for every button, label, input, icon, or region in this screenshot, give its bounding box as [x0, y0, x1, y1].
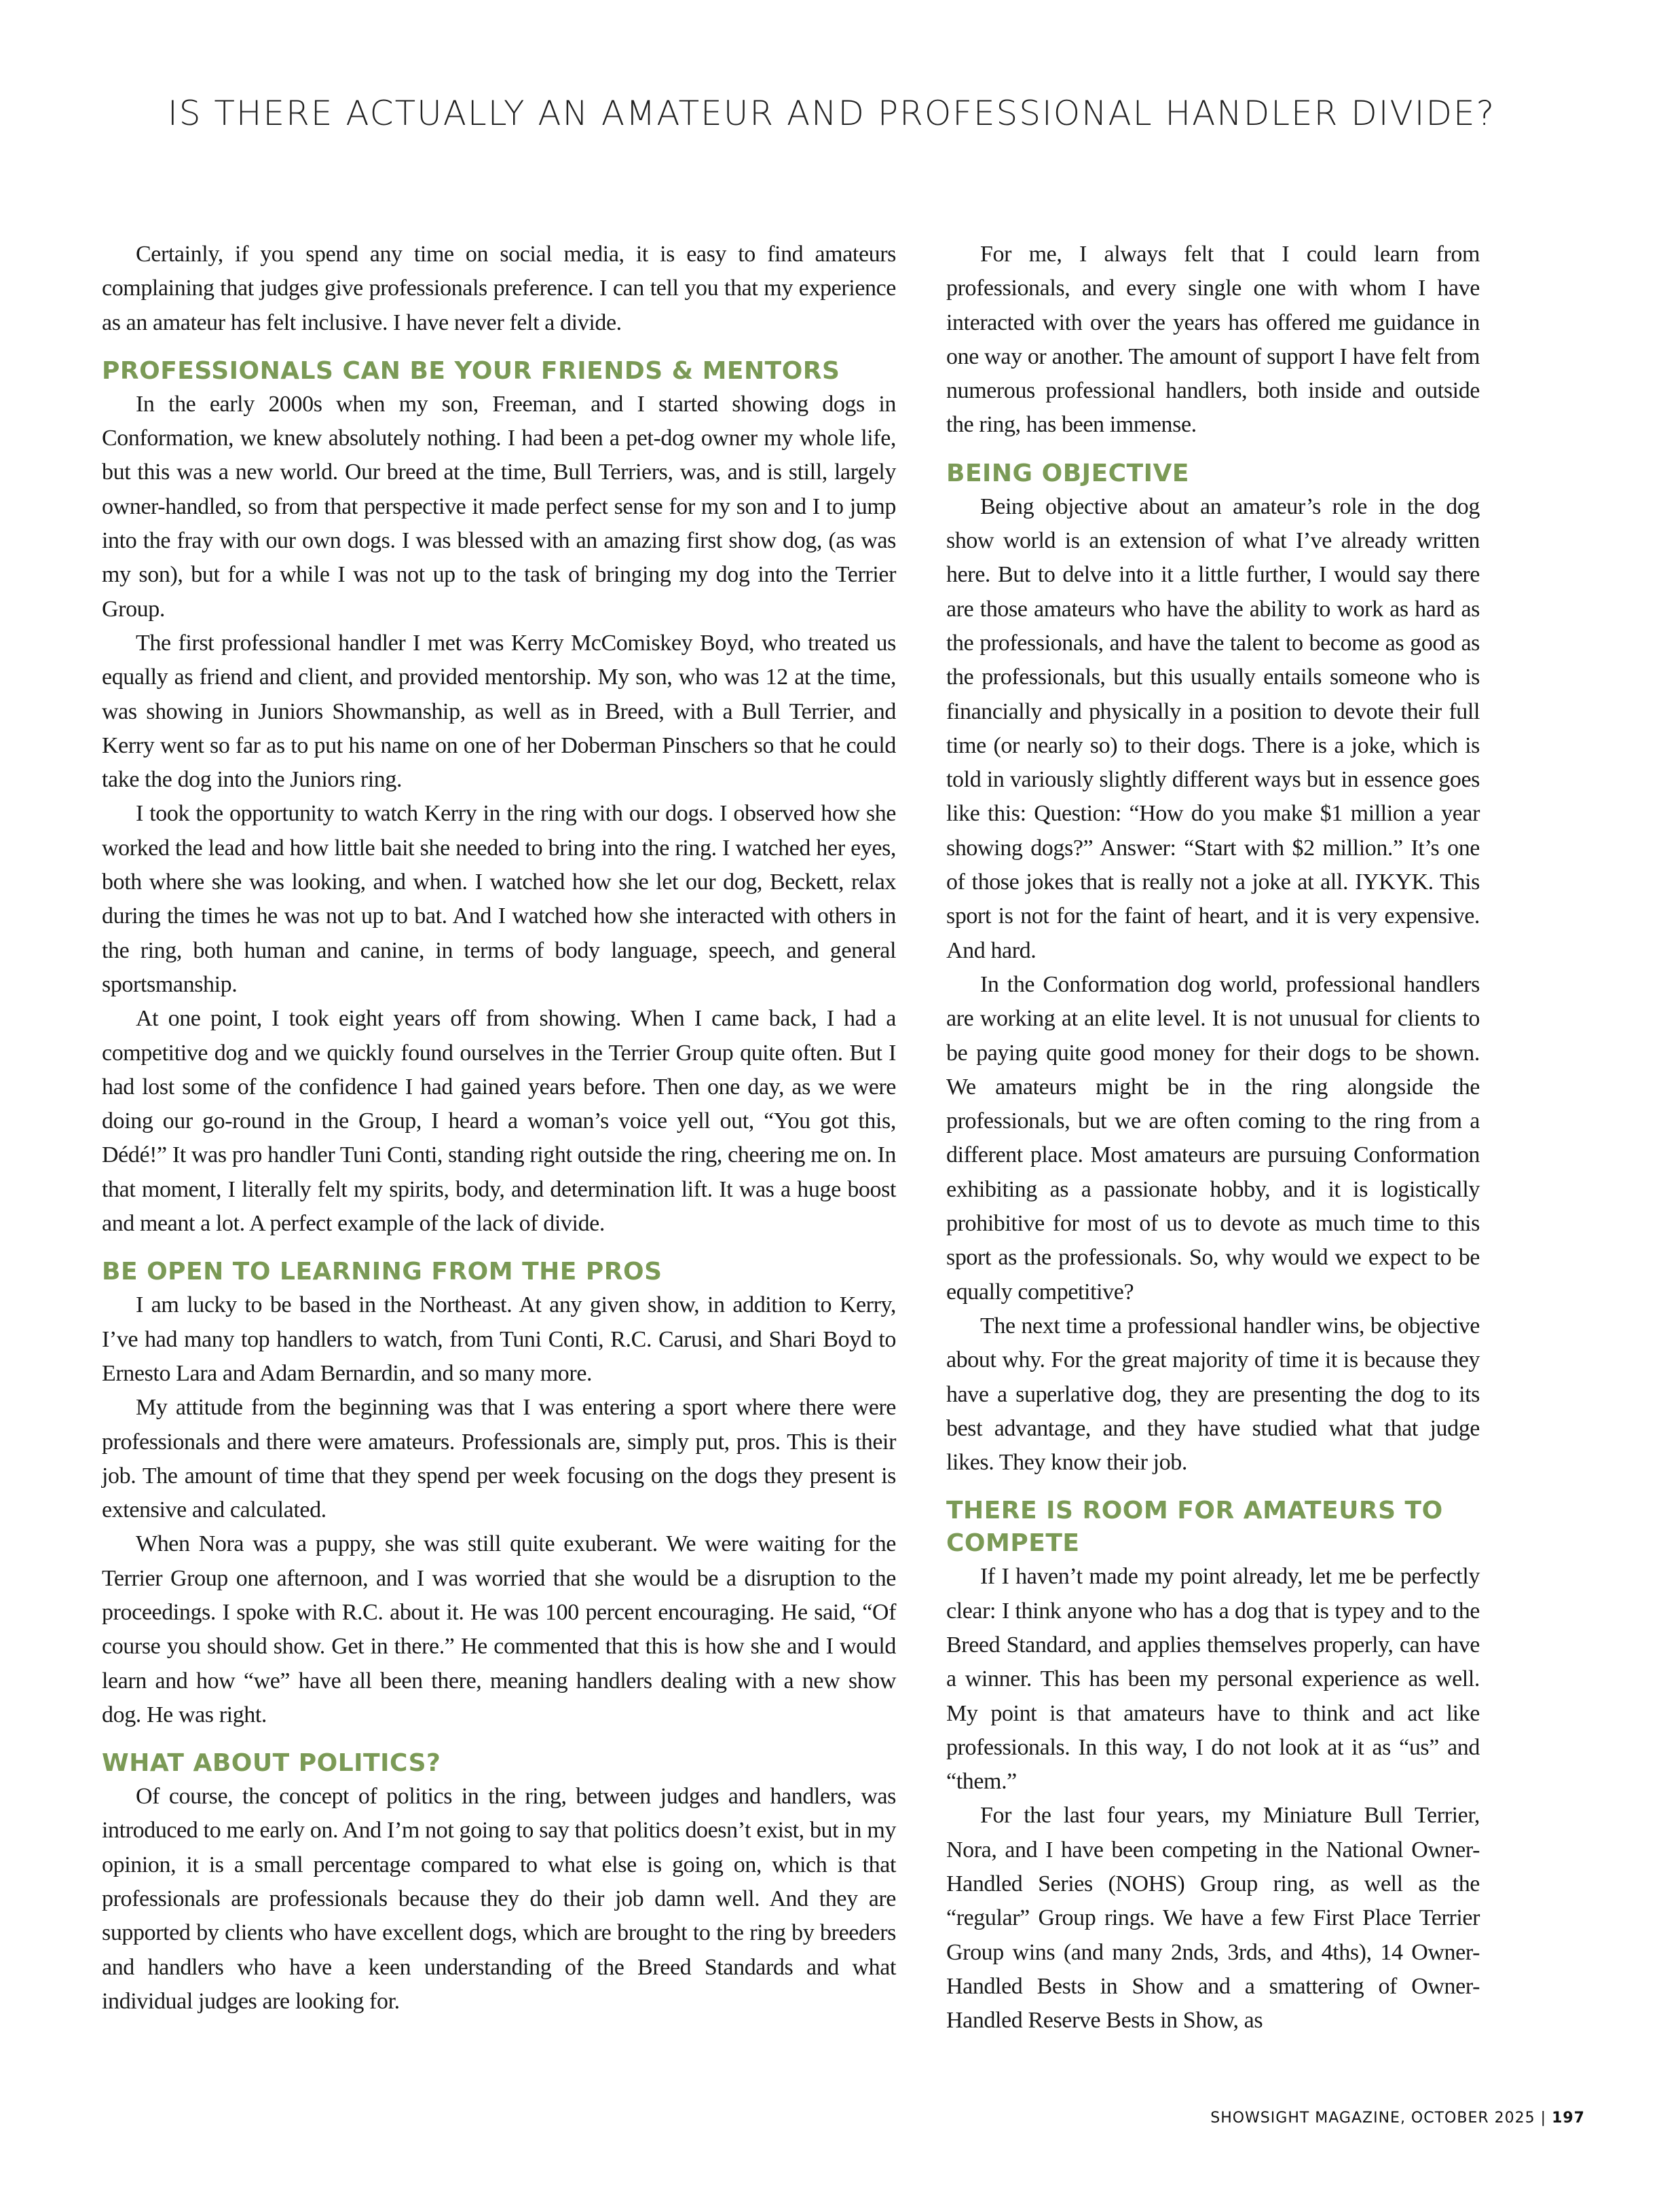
section-heading: BEING OBJECTIVE	[946, 459, 1189, 487]
section-heading: BE OPEN TO LEARNING FROM THE PROS	[102, 1258, 662, 1286]
body-paragraph: If I haven’t made my point already, let me be perfectly clear: I think anyone who has a dog that is typey and to the Breed Standard, and applies themselves properly, can have a winner. This has been my personal experience as well. My point is that amateurs have to think and act like professionals. In this way, I do not look at it as “us” and “them.”	[946, 1564, 1480, 1795]
body-paragraph: When Nora was a puppy, she was still quite exuberant. We were waiting for the Terrier Group one afternoon, and I was worried that she would be a disruption to the proceedings. I spoke with R.C. about it. He was 100 percent encouraging. He said, “Of course you should show. Get in there.” He commented that this is how she and I would learn and how “we” have all been there, meaning handlers dealing with a new show dog. He was right.	[102, 1531, 896, 1727]
body-paragraph: In the early 2000s when my son, Freeman, and I started showing dogs in Conformation, we knew absolutely nothing. I had been a pet-dog owner my whole life, but this was a new world. Our breed at the time, Bull Terriers, was, and is still, largely owner-handled, so from that perspective it made perfect sense for my son and I to jump into the fray with our own dogs. I was blessed with an amazing first show dog, (as was my son), but for a while I was not up to the task of bringing my dog into the Terrier Group.	[102, 391, 896, 622]
body-paragraph: I am lucky to be based in the Northeast. At any given show, in addition to Kerry, I’ve had many top handlers to watch, from Tuni Conti, R.C. Carusi, and Shari Boyd to Ernesto Lara and Adam Bernardin, and so many more.	[102, 1292, 896, 1386]
section-heading: THERE IS ROOM FOR AMATEURS TO COMPETE	[946, 1497, 1443, 1558]
body-paragraph: For me, I always felt that I could learn from professionals, and every single one with whom I have interacted with over the years has offered me guidance in one way or another. The amount of support I have felt from numerous professional handlers, both inside and outside the ring, has been immense.	[946, 242, 1480, 438]
body-paragraph: In the Conformation dog world, professional handlers are working at an elite level. It is not unusual for clients to be paying quite good money for their dogs to be shown. We amateurs might be in the ring alongside the professionals, but we are often coming to the ring from a different place. Most amateurs are pursuing Conformation exhibiting as a passionate hobby, and it is logistically prohibitive for most of us to devote as much time to this sport as the professionals. So, why would we expect to be equally competitive?	[946, 971, 1480, 1305]
section-heading: PROFESSIONALS CAN BE YOUR FRIENDS & MENTORS	[102, 356, 840, 385]
left-column	[102, 238, 896, 2019]
body-paragraph: My attitude from the beginning was that I was entering a sport where there were professionals and there were amateurs. Professionals are, simply put, pros. This is their job. The amount of time that they spend per week focusing on the dogs they present is extensive and calculated.	[102, 1395, 896, 1523]
page-footer	[1210, 2110, 1585, 2127]
section-heading: WHAT ABOUT POLITICS?	[102, 1749, 441, 1778]
page-number: 197	[1552, 2110, 1585, 2127]
body-paragraph: Certainly, if you spend any time on social media, it is easy to find amateurs complaining that judges give professionals preference. I can tell you that my experience as an amateur has felt inclusive. I have never felt a divide.	[102, 242, 896, 335]
body-paragraph: I took the opportunity to watch Kerry in the ring with our dogs. I observed how she worked the lead and how little bait she needed to bring into the ring. I watched her eyes, both where she was looking, and when. I watched how she let our dog, Beckett, relax during the times he was not up to bat. And I watched how she interacted with others in the ring, both human and canine, in terms of body language, speech, and general sportsmanship.	[102, 801, 896, 997]
publication-name: SHOWSIGHT MAGAZINE, OCTOBER 2025	[1210, 2110, 1535, 2127]
body-paragraph: Being objective about an amateur’s role in the dog show world is an extension of what I’ve already written here. But to delve into it a little further, I would say there are those amateurs who have the ability to work as hard as the professionals, and have the talent to become as good as the professionals, but this usually entails someone who is financially and physically in a position to devote their full time (or nearly so) to their dogs. There is a joke, which is told in variously slightly different ways but in essence goes like this: Question: “How do you make $1 million a year showing dogs?” Answer: “Start with $2 million.” It’s one of those jokes that is really not a joke at all. IYKYK. This sport is not for the faint of heart, and it is very expensive. And hard.	[946, 493, 1480, 963]
body-paragraph: Of course, the concept of politics in the ring, between judges and handlers, was introduced to me early on. And I’m not going to say that politics doesn’t exist, but in my opinion, it is a small percentage compared to what else is going on, which is that professionals are professionals because they do their job damn well. And they are supported by clients who have excellent dogs, which are brought to the ring by breeders and handlers who have a keen understanding of the Breed Standards and what individual judges are looking for.	[102, 1784, 896, 2014]
footer-separator: |	[1540, 2110, 1547, 2127]
right-column	[946, 238, 1480, 2038]
page-title: IS THERE ACTUALLY AN AMATEUR AND PROFESSIONAL HANDLER DIVIDE?	[168, 94, 1496, 133]
body-paragraph: For the last four years, my Miniature Bull Terrier, Nora, and I have been competing in the National Owner-Handled Series (NOHS) Group ring, as well as the “regular” Group rings. We have a few First Place Terrier Group wins (and many 2nds, 3rds, and 4ths), 14 Owner-Handled Bests in Show and a smattering of Owner-Handled Reserve Bests in Show, as	[946, 1803, 1480, 2034]
body-paragraph: The first professional handler I met was Kerry McComiskey Boyd, who treated us equally as friend and client, and provided mentorship. My son, who was 12 at the time, was showing in Juniors Showmanship, as well as in Breed, with a Bull Terrier, and Kerry went so far as to put his name on one of her Doberman Pinschers so that he could take the dog into the Juniors ring.	[102, 630, 896, 793]
body-paragraph: At one point, I took eight years off from showing. When I came back, I had a competitive dog and we quickly found ourselves in the Terrier Group quite often. But I had lost some of the confidence I had gained years before. Then one day, as we were doing our go-round in the Group, I heard a woman’s voice yell out, “You got this, Dédé!” It was pro handler Tuni Conti, standing right outside the ring, cheering me on. In that moment, I literally felt my spirits, body, and determination lift. It was a huge boost and meant a lot. A perfect example of the lack of divide.	[102, 1006, 896, 1237]
body-paragraph: The next time a professional handler wins, be objective about why. For the great majority of time it is because they have a superlative dog, they are presenting the dog to its best advantage, and they have studied what that judge likes. They know their job.	[946, 1313, 1480, 1476]
